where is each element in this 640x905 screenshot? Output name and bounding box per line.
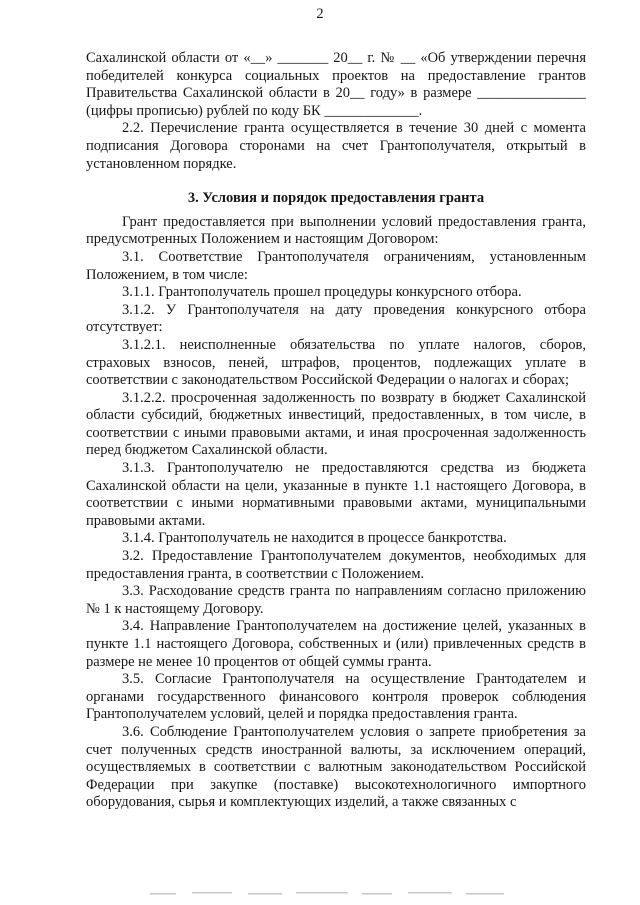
paragraph-3-1-2-1: 3.1.2.1. неисполненные обязательства по уплате налогов, сборов, страховых взносов, пеней, штрафов, процентов, подлежащих уплате в соответствии с законодательством Российской Федерации о налогах и сборах; [86, 336, 586, 389]
paragraph-3-6: 3.6. Соблюдение Грантополучателем условия о запрете приобретения за счет полученных средств иностранной валюты, за исключением операций, осуществляемых в соответствии с валютным законодательством Российской Федерации при закупке (поставке) высокотехнологичного импортного оборудования, сырья и комплектующих изделий, а также связанных с [86, 723, 586, 811]
paragraph-3-1-2: 3.1.2. У Грантополучателя на дату проведения конкурсного отбора отсутствует: [86, 301, 586, 336]
scan-artifact [0, 886, 640, 900]
paragraph-3-1: 3.1. Соответствие Грантополучателя ограничениям, установленным Положением, в том числе: [86, 248, 586, 283]
paragraph-3-4: 3.4. Направление Грантополучателем на достижение целей, указанных в пункте 1.1 настоящего Договора, собственных и (или) привлеченных средств в размере не менее 10 процентов от общей суммы гранта. [86, 618, 586, 670]
document-body [86, 50, 586, 812]
paragraph-3-1-1: 3.1.1. Грантополучатель прошел процедуры конкурсного отбора. [122, 284, 522, 301]
paragraph-3-1-2-2: 3.1.2.2. просроченная задолженность по возврату в бюджет Сахалинской области субсидий, бюджетных инвестиций, предоставленных, в том числе, в соответствии с иными правовыми актами, и иная просроченная задолженность перед бюджетом Сахалинской области. [86, 389, 586, 459]
paragraph-3-3: 3.3. Расходование средств гранта по направлениям согласно приложению № 1 к настоящему Договору. [86, 583, 586, 617]
paragraph-3-1-4: 3.1.4. Грантополучатель не находится в процессе банкротства. [122, 530, 507, 547]
paragraph-3-5: 3.5. Согласие Грантополучателя на осуществление Грантодателем и органами государственного финансового контроля проверок соблюдения Грантополучателем условий, целей и порядка предоставления гранта. [86, 671, 586, 723]
paragraph-3-2: 3.2. Предоставление Грантополучателем документов, необходимых для предоставления гранта, в соответствии с Положением. [86, 548, 586, 582]
paragraph-contract-intro: Сахалинской области от «__» _______ 20__ г. № __ «Об утверждении перечня победителей конкурса социальных проектов на предоставление грантов Правительства Сахалинской области в 20__ году» в размере _______________ (цифры прописью) рублей по коду БК _____________. [86, 50, 586, 119]
page-number: 2 [316, 6, 324, 22]
paragraph-3-1-3: 3.1.3. Грантополучателю не предоставляются средства из бюджета Сахалинской области на цели, указанные в пункте 1.1 настоящего Договора, в соответствии с иными нормативными правовыми актами, муниципальными правовыми актами. [86, 460, 586, 529]
section-title-3: 3. Условия и порядок предоставления гранта [187, 190, 485, 207]
paragraph-3-intro: Грант предоставляется при выполнении условий предоставления гранта, предусмотренных Положением и настоящим Договором: [86, 213, 586, 248]
paragraph-2-2: 2.2. Перечисление гранта осуществляется в течение 30 дней с момента подписания Договора сторонами на счет Грантополучателя, открытый в установленном порядке. [86, 120, 586, 172]
